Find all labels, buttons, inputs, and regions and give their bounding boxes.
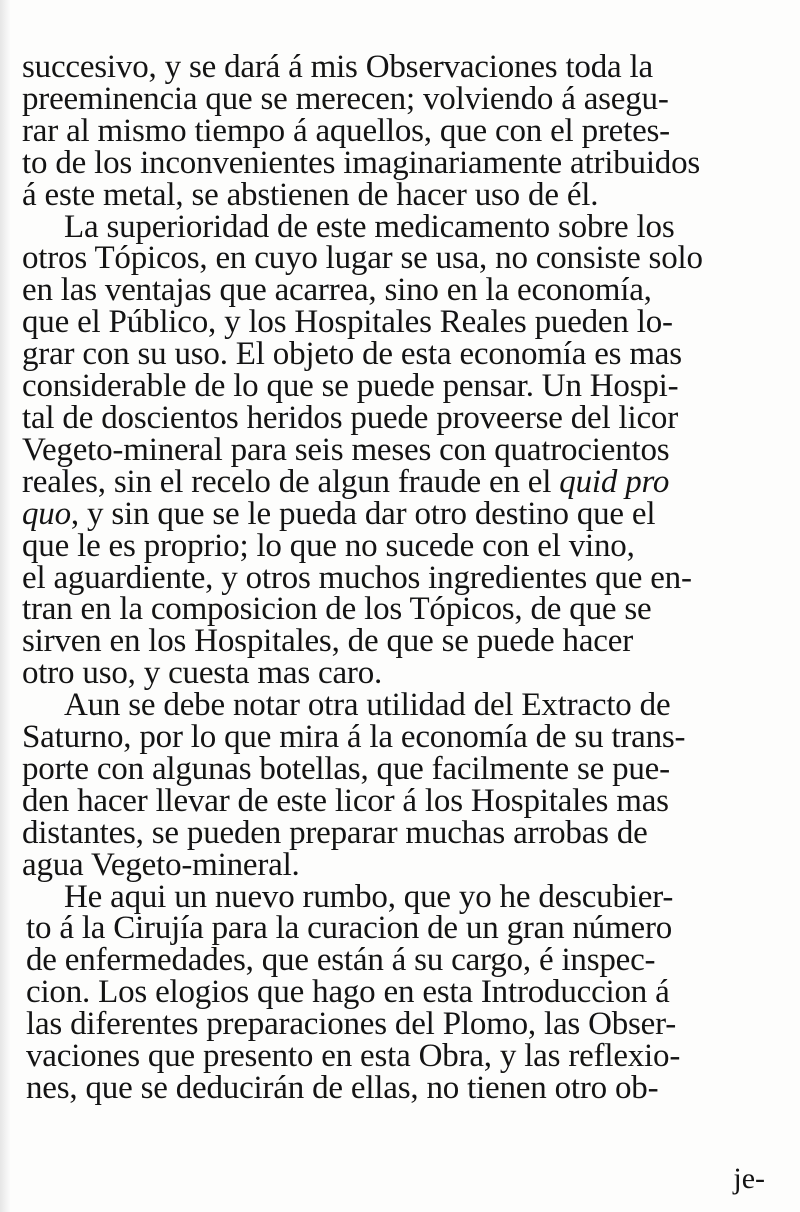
text-line-12: tal de doscientos heridos puede proveerse del licor: [22, 399, 678, 436]
text-line-18: tran en la composicion de los Tópicos, de que se: [22, 591, 652, 628]
text-line-16: que le es proprio; lo que no sucede con el vino,: [22, 527, 635, 564]
text-line-33: nes, que se deducirán de ellas, no tienen otro ob-: [26, 1070, 659, 1106]
text-line-17: el aguardiente, y otros muchos ingredientes que en-: [22, 559, 692, 596]
page-binding-edge: [0, 0, 10, 1212]
text-line-11: considerable de lo que se puede pensar. Un Hospi-: [22, 368, 679, 405]
text-line-13: Vegeto-mineral para seis meses con quatrocientos: [22, 431, 670, 468]
text-line-14-italic: quid pro: [559, 463, 670, 500]
text-line-10: grar con su uso. El objeto de esta economía es mas: [22, 336, 682, 373]
text-line-27: He aqui un nuevo rumbo, que yo he descubier-: [64, 878, 674, 915]
text-line-19: sirven en los Hospitales, de que se puede hacer: [22, 623, 633, 660]
text-line-15-roman: , y sin que se le pueda dar otro destino que el: [70, 495, 656, 532]
catchword: je-: [733, 1162, 765, 1195]
text-line-6: La superioridad de este medicamento sobre los: [64, 208, 675, 245]
text-line-8: en las ventajas que acarrea, sino en la economía,: [22, 272, 652, 309]
text-line-9: que el Público, y los Hospitales Reales pueden lo-: [22, 304, 673, 341]
body-text: [22, 49, 790, 1106]
text-line-14-roman: reales, sin el recelo de algun fraude en el: [22, 463, 552, 500]
text-line-1: succesivo, y se dará á mis Observaciones toda la: [22, 49, 653, 85]
text-line-31: las diferentes preparaciones del Plomo, las Obser-: [26, 1006, 677, 1043]
text-line-32: vaciones que presento en esta Obra, y las reflexio-: [26, 1038, 681, 1075]
text-line-26: agua Vegeto-mineral.: [22, 846, 300, 883]
text-line-25: distantes, se pueden preparar muchas arrobas de: [22, 814, 648, 851]
text-line-7: otros Tópicos, en cuyo lugar se usa, no consiste solo: [22, 240, 703, 277]
text-line-22: Saturno, por lo que mira á la economía de su trans-: [22, 719, 686, 756]
text-line-20: otro uso, y cuesta mas caro.: [22, 655, 383, 692]
text-line-4: to de los inconvenientes imaginariamente atribuidos: [22, 144, 701, 181]
text-line-14: [22, 463, 790, 500]
text-line-5: á este metal, se abstienen de hacer uso de él.: [22, 176, 599, 213]
text-line-30: cion. Los elogios que hago en esta Introduccion á: [26, 974, 670, 1011]
text-line-21: Aun se debe notar otra utilidad del Extracto de: [64, 687, 671, 724]
text-line-28: to á la Cirujía para la curacion de un gran número: [26, 910, 673, 947]
text-line-29: de enfermedades, que están á su cargo, é inspec-: [26, 942, 656, 979]
text-line-3: rar al mismo tiempo á aquellos, que con el pretes-: [22, 112, 670, 149]
text-line-23: porte con algunas botellas, que facilmente se pue-: [22, 750, 670, 787]
text-line-2: preeminencia que se merecen; volviendo á asegu-: [22, 80, 669, 117]
text-line-15: [22, 495, 790, 532]
text-line-15-italic: quo: [22, 495, 71, 532]
text-line-24: den hacer llevar de este licor á los Hospitales mas: [22, 782, 669, 819]
